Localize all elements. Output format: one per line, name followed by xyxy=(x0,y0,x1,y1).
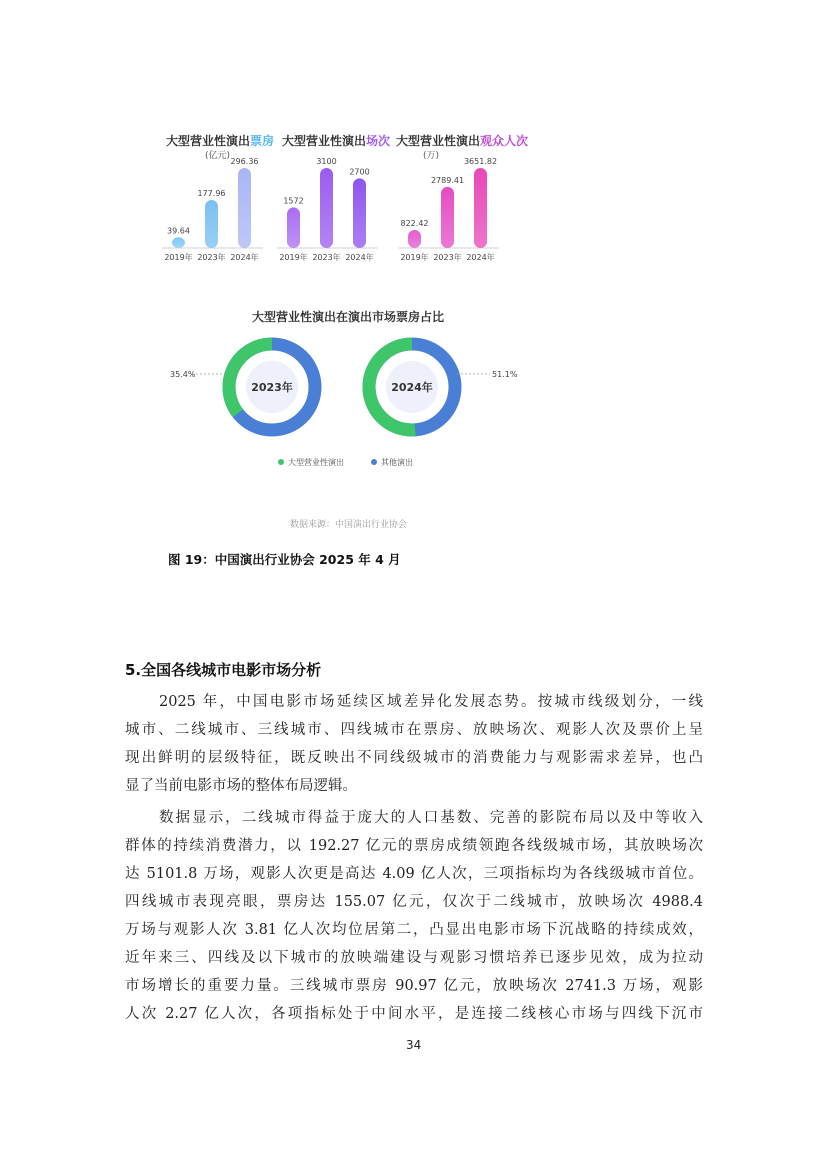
bar-category-label: 2023年 xyxy=(433,253,462,262)
bar-charts xyxy=(150,150,530,270)
paragraph-1 xyxy=(125,688,703,800)
bar xyxy=(172,237,185,248)
paragraph-line: 现出鲜明的层级特征，既反映出不同线级城市的消费能力与观影需求差异，也凸 xyxy=(125,750,703,766)
bar-value-label: 39.64 xyxy=(167,226,190,236)
bar-value-label: 3651.82 xyxy=(463,157,498,166)
bar-value-label: 3100 xyxy=(316,157,337,166)
bar-value-label: 2700 xyxy=(349,167,370,177)
bar-value-label: 296.36 xyxy=(230,157,259,166)
paragraph-line: 群体的持续消费潜力，以 192.27 亿元的票房成绩领跑各线级城市场，其放映场次 xyxy=(125,838,703,854)
paragraph-line: 人次 2.27 亿人次，各项指标处于中间水平，是连接二线核心市场与四线下沉市 xyxy=(125,1006,703,1022)
bar-category-label: 2019年 xyxy=(400,253,429,262)
figure-caption: 图 19：中国演出行业协会 2025 年 4 月 xyxy=(168,552,401,567)
bar xyxy=(287,207,300,248)
bar-category-label: 2024年 xyxy=(345,253,374,262)
paragraph-line: 达 5101.8 万场，观影人次更是高达 4.09 亿人次，三项指标均为各线级城市首位。 xyxy=(125,866,703,882)
section-heading: 5.全国各线城市电影市场分析 xyxy=(125,661,322,679)
bar xyxy=(408,230,421,248)
bar-category-label: 2019年 xyxy=(164,253,193,262)
bar-category-label: 2019年 xyxy=(279,253,308,262)
bar-chart-unit-audience: (万) xyxy=(423,151,440,161)
data-source-note: 数据来源：中国演出行业协会 xyxy=(290,520,408,530)
bar-value-label: 822.42 xyxy=(400,218,429,228)
donut-chart-title: 大型营业性演出在演出市场票房占比 xyxy=(252,310,445,324)
legend-label-large: 大型营业性演出 xyxy=(288,458,344,467)
paragraph-line: 2025 年，中国电影市场延续区域差异化发展态势。按城市线级划分，一线 xyxy=(159,694,703,710)
bar xyxy=(205,200,218,248)
bar xyxy=(474,168,487,248)
paragraph-line: 四线城市表现亮眼，票房达 155.07 亿元，仅次于二线城市，放映场次 4988.4 xyxy=(125,894,703,910)
paragraph-line: 市场增长的重要力量。三线城市票房 90.97 亿元，放映场次 2741.3 万场，观影 xyxy=(125,978,703,994)
bar-value-label: 177.96 xyxy=(197,188,226,198)
bar-chart-title-audience: 大型营业性演出观众人次 xyxy=(396,134,529,148)
legend-dot-other xyxy=(371,459,377,465)
donut-center-label: 2023年 xyxy=(251,381,293,394)
legend-label-other: 其他演出 xyxy=(381,458,413,467)
bar xyxy=(353,178,366,248)
bar xyxy=(238,168,251,248)
donut-center-label: 2024年 xyxy=(391,381,433,394)
bar-category-label: 2024年 xyxy=(230,253,259,262)
paragraph-line: 万场与观影人次 3.81 亿人次均位居第二，凸显出电影市场下沉战略的持续成效， xyxy=(125,922,703,938)
donut-percent-label: 51.1% xyxy=(492,370,518,379)
paragraph-line: 数据显示，二线城市得益于庞大的人口基数、完善的影院布局以及中等收入 xyxy=(159,810,703,826)
paragraph-line: 显了当前电影市场的整体布局逻辑。 xyxy=(125,778,357,794)
paragraph-line: 近年来三、四线及以下城市的放映端建设与观影习惯培养已逐步见效，成为拉动 xyxy=(125,950,703,966)
bar-category-label: 2023年 xyxy=(312,253,341,262)
legend-dot-large xyxy=(278,459,284,465)
bar-value-label: 2789.41 xyxy=(430,175,465,185)
bar-chart-unit-box-office: (亿元) xyxy=(205,151,231,161)
bar xyxy=(441,187,454,248)
bar xyxy=(320,168,333,248)
paragraph-line: 城市、二线城市、三线城市、四线城市在票房、放映场次、观影人次及票价上呈 xyxy=(125,722,703,738)
bar-category-label: 2024年 xyxy=(466,253,495,262)
bar-category-label: 2023年 xyxy=(197,253,226,262)
bar-value-label: 1572 xyxy=(283,196,304,206)
paragraph-2 xyxy=(125,804,703,1028)
donut-percent-label: 35.4% xyxy=(170,370,196,379)
page-number: 34 xyxy=(406,1038,422,1052)
bar-chart-title-box-office: 大型营业性演出票房 xyxy=(166,134,275,148)
bar-chart-title-sessions: 大型营业性演出场次 xyxy=(282,134,391,148)
donut-charts xyxy=(150,325,530,485)
